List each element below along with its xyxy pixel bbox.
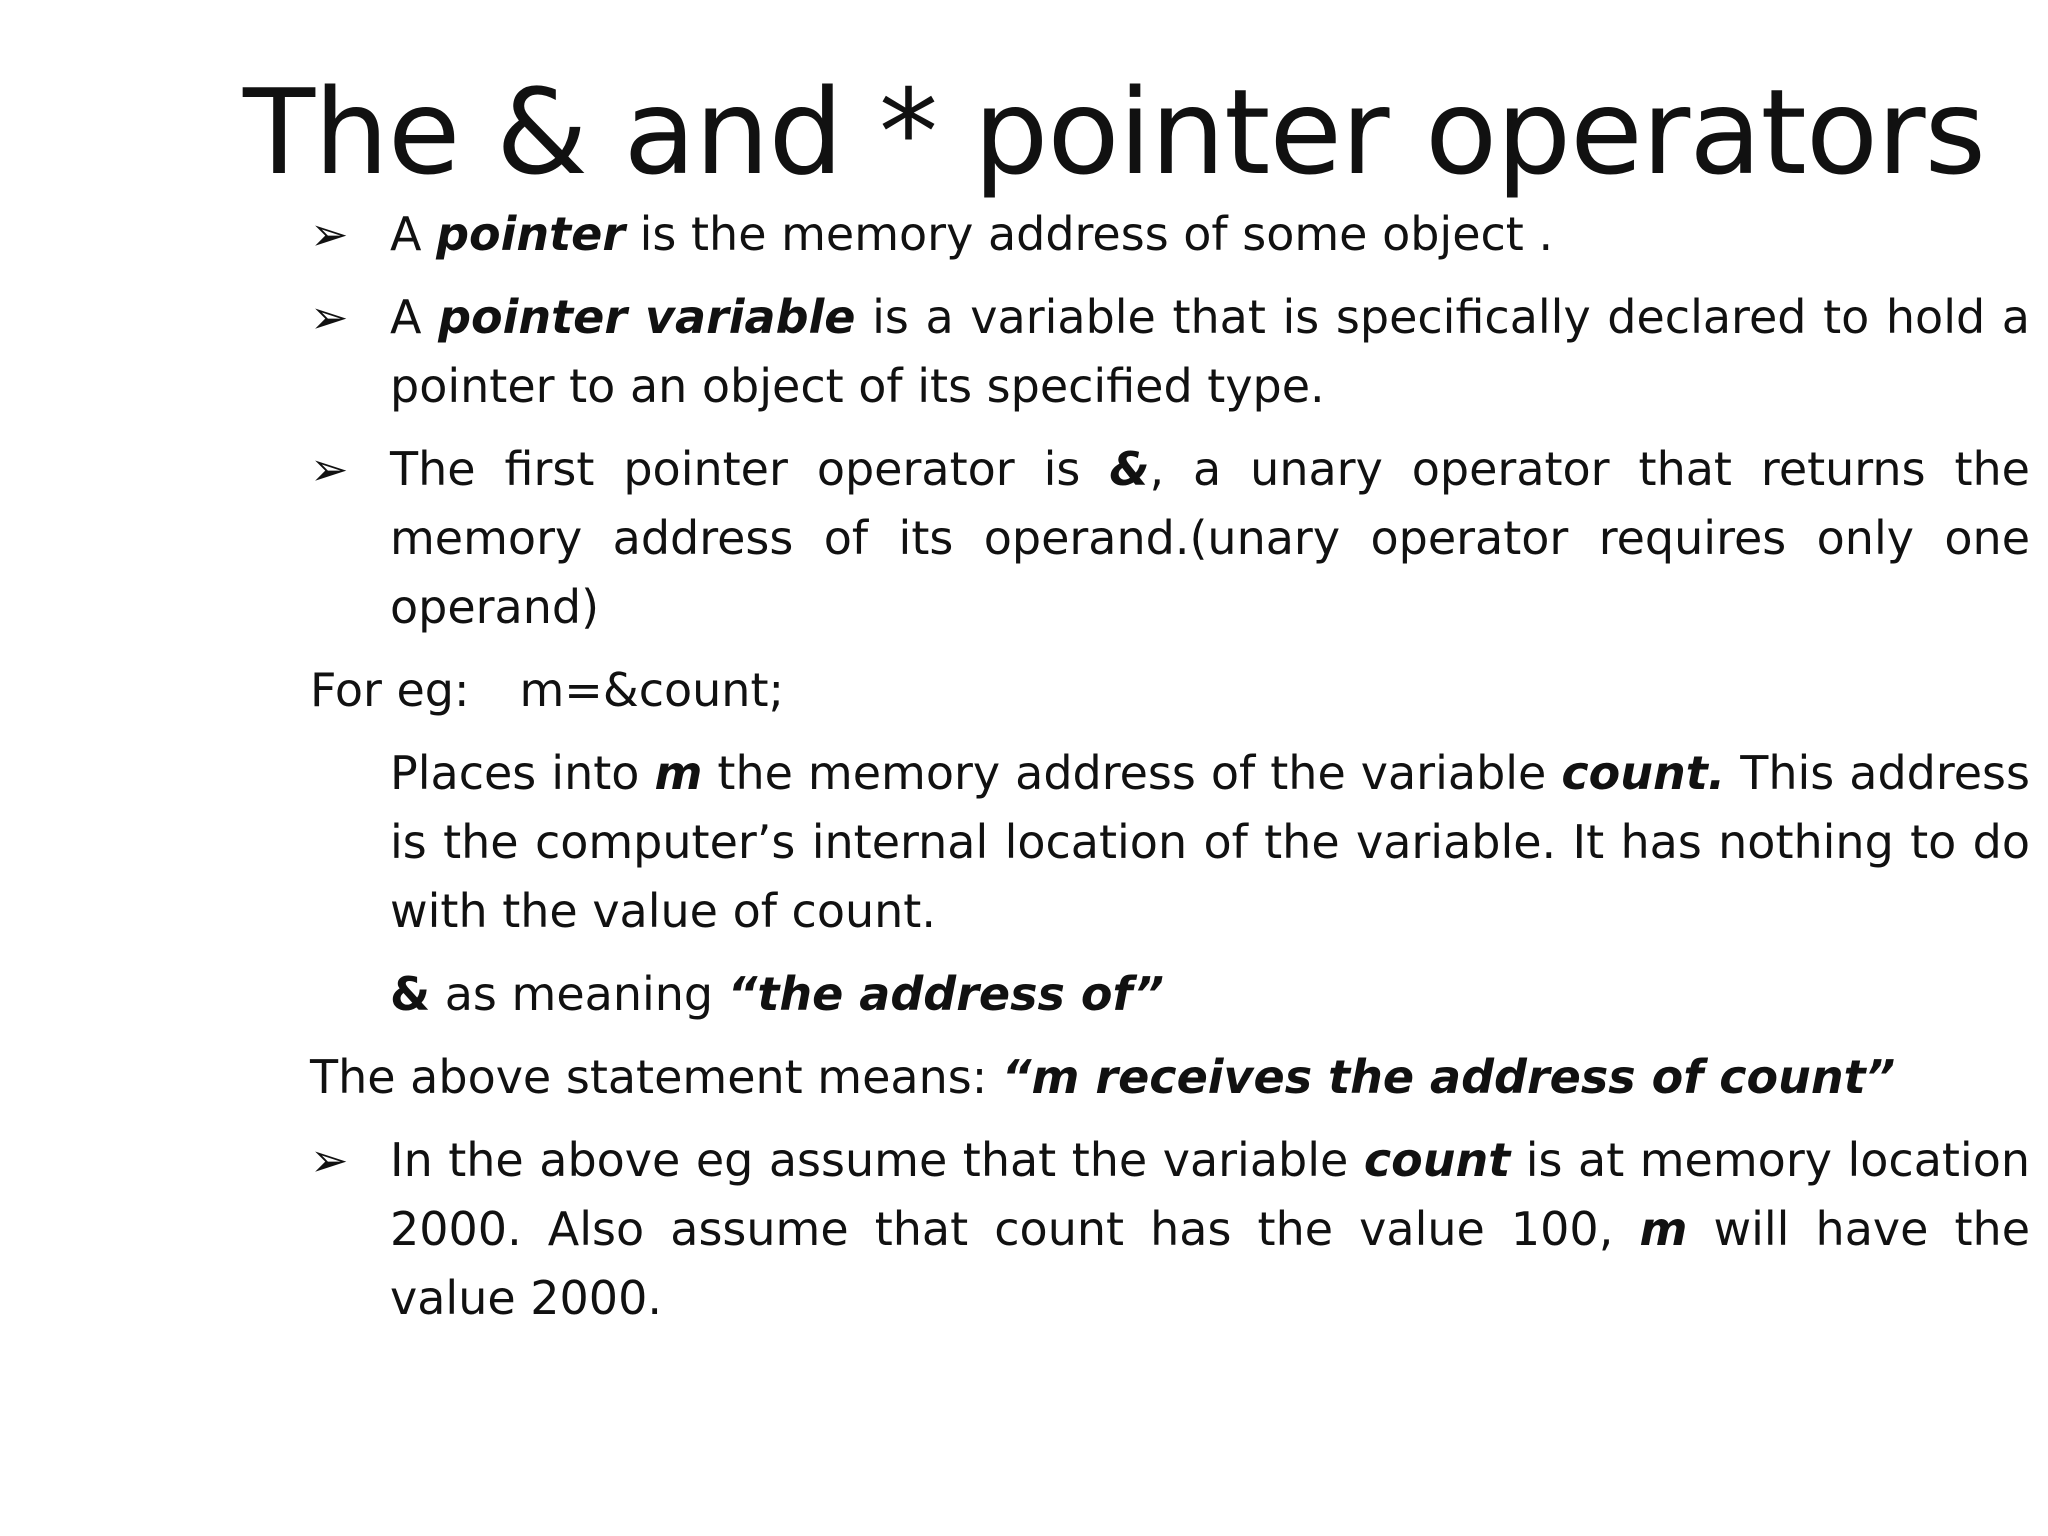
example-label: For eg:	[310, 663, 470, 717]
slide-title: The & and * pointer operators	[242, 63, 1986, 201]
text: The first pointer operator is	[390, 442, 1110, 496]
bullet-pointer-definition	[310, 200, 2030, 269]
example-line	[310, 656, 2030, 725]
text: will have the value 2000.	[390, 1202, 2031, 1325]
emphasis: “m receives the address of count”	[1001, 1050, 1896, 1104]
text: A	[390, 207, 437, 261]
text: is at memory location 2000. Also assume that count has the value 100,	[390, 1133, 2030, 1256]
example-code: m=&count;	[519, 663, 784, 717]
arrowhead-bullet-icon: ➢	[310, 207, 349, 261]
emphasis: m	[1639, 1202, 1688, 1256]
text: This address is the computer’s internal location of the variable. It has nothing to do with the value of count.	[390, 746, 2030, 938]
bullet-example-values	[310, 1126, 2030, 1333]
bullet-pointer-variable	[310, 283, 2030, 421]
ampersand-meaning	[310, 960, 2030, 1029]
text: the memory address of the variable	[702, 746, 1562, 800]
emphasis: count.	[1561, 746, 1726, 800]
text: Places into	[390, 746, 655, 800]
arrowhead-bullet-icon: ➢	[310, 1133, 349, 1187]
emphasis: pointer	[436, 207, 626, 261]
text: , a unary operator that returns the memory address of its operand.(unary operator requires only one operand)	[390, 442, 2030, 634]
text: The above statement means:	[310, 1050, 1002, 1104]
arrowhead-bullet-icon: ➢	[310, 290, 349, 344]
bullet-first-operator	[310, 435, 2030, 642]
emphasis: “the address of”	[727, 967, 1165, 1021]
statement-meaning	[310, 1043, 2030, 1112]
arrowhead-bullet-icon: ➢	[310, 442, 349, 496]
text: as meaning	[430, 967, 728, 1021]
slide-body	[310, 200, 2030, 1347]
text: In the above eg assume that the variable	[390, 1133, 1364, 1187]
emphasis: count	[1363, 1133, 1511, 1187]
emphasis: pointer variable	[438, 290, 856, 344]
symbol: &	[390, 967, 431, 1021]
example-explanation	[310, 739, 2030, 946]
emphasis: &	[1109, 442, 1150, 496]
text: A	[390, 290, 439, 344]
text: is a variable that is specifically declared to hold a pointer to an object of its specified type.	[390, 290, 2030, 413]
text: is the memory address of some object .	[625, 207, 1554, 261]
emphasis: m	[654, 746, 703, 800]
